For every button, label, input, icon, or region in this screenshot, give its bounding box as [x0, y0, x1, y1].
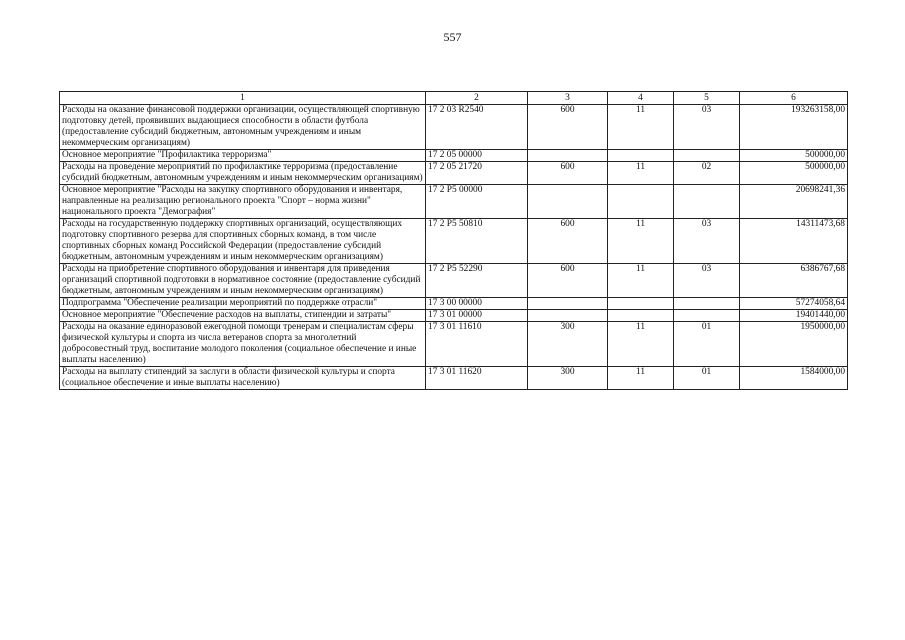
- row-vr: 600: [528, 219, 608, 264]
- row-pr: 02: [674, 162, 740, 185]
- row-rz: [608, 310, 674, 322]
- row-name: Расходы на оказание единоразовой ежегодной помощи тренерам и специалистам сферы физической культуры и спорта из числа ветеранов спорта за многолетний добросовестный труд, воспитание молодого поколения (социальное обеспечение и иные выплаты населению): [60, 322, 426, 367]
- row-code: 17 3 01 00000: [426, 310, 528, 322]
- row-rz: [608, 185, 674, 219]
- header-col-5: 5: [674, 92, 740, 105]
- table-row: [60, 185, 848, 219]
- row-rz: 11: [608, 264, 674, 298]
- row-amount: 1950000,00: [740, 322, 848, 367]
- table-row: [60, 105, 848, 150]
- table-row: [60, 219, 848, 264]
- table-row: [60, 367, 848, 390]
- row-pr: [674, 150, 740, 162]
- row-pr: [674, 310, 740, 322]
- row-name: Основное мероприятие "Обеспечение расходов на выплаты, стипендии и затраты": [60, 310, 426, 322]
- row-vr: 300: [528, 322, 608, 367]
- row-amount: 500000,00: [740, 162, 848, 185]
- row-vr: [528, 185, 608, 219]
- row-rz: 11: [608, 322, 674, 367]
- page-number: 557: [443, 30, 462, 44]
- row-amount: 14311473,68: [740, 219, 848, 264]
- row-amount: 193263158,00: [740, 105, 848, 150]
- row-vr: [528, 298, 608, 310]
- row-vr: 600: [528, 162, 608, 185]
- row-rz: 11: [608, 219, 674, 264]
- header-row: [60, 92, 848, 105]
- row-vr: 300: [528, 367, 608, 390]
- row-amount: 57274058,64: [740, 298, 848, 310]
- row-amount: 500000,00: [740, 150, 848, 162]
- row-name: Основное мероприятие "Профилактика терроризма": [60, 150, 426, 162]
- table-row: [60, 162, 848, 185]
- row-code: 17 2 P5 00000: [426, 185, 528, 219]
- row-code: 17 2 05 00000: [426, 150, 528, 162]
- row-amount: 1584000,00: [740, 367, 848, 390]
- row-pr: [674, 185, 740, 219]
- header-col-3: 3: [528, 92, 608, 105]
- row-name: Расходы на оказание финансовой поддержки организации, осуществляющей спортивную подготовку детей, проявивших выдающиеся способности в области футбола (предоставление субсидий бюджетным, автономным учреждениям и иным некоммерческим организациям): [60, 105, 426, 150]
- table-row: [60, 150, 848, 162]
- row-code: 17 3 01 11610: [426, 322, 528, 367]
- row-code: 17 2 03 R2540: [426, 105, 528, 150]
- row-amount: 6386767,68: [740, 264, 848, 298]
- row-name: Расходы на проведение мероприятий по профилактике терроризма (предоставление субсидий бюджетным, автономным учреждениям и иным некоммерческим организациям): [60, 162, 426, 185]
- row-rz: 11: [608, 162, 674, 185]
- row-code: 17 2 P5 50810: [426, 219, 528, 264]
- row-code: 17 2 P5 52290: [426, 264, 528, 298]
- table-row: [60, 322, 848, 367]
- budget-table: [59, 91, 848, 390]
- row-vr: [528, 310, 608, 322]
- row-vr: [528, 150, 608, 162]
- header-col-6: 6: [740, 92, 848, 105]
- row-pr: 03: [674, 264, 740, 298]
- row-name: Расходы на выплату стипендий за заслуги в области физической культуры и спорта (социальное обеспечение и иные выплаты населению): [60, 367, 426, 390]
- row-code: 17 2 05 21720: [426, 162, 528, 185]
- row-name: Основное мероприятие "Расходы на закупку спортивного оборудования и инвентаря, направленные на реализацию регионального проекта "Спорт – норма жизни" национального проекта "Демография": [60, 185, 426, 219]
- row-vr: 600: [528, 264, 608, 298]
- row-code: 17 3 01 11620: [426, 367, 528, 390]
- row-pr: 03: [674, 219, 740, 264]
- header-col-1: 1: [60, 92, 426, 105]
- row-name: Подпрограмма "Обеспечение реализации мероприятий по поддержке отрасли": [60, 298, 426, 310]
- row-vr: 600: [528, 105, 608, 150]
- row-rz: [608, 298, 674, 310]
- table-row: [60, 298, 848, 310]
- row-rz: 11: [608, 367, 674, 390]
- row-pr: 01: [674, 367, 740, 390]
- row-name: Расходы на государственную поддержку спортивных организаций, осуществляющих подготовку спортивного резерва для спортивных сборных команд, в том числе спортивных сборных команд Российской Федерации (предоставление субсидий бюджетным, автономным учреждениям и иным некоммерческим организациям): [60, 219, 426, 264]
- row-code: 17 3 00 00000: [426, 298, 528, 310]
- row-pr: 03: [674, 105, 740, 150]
- row-rz: 11: [608, 105, 674, 150]
- row-amount: 19401440,00: [740, 310, 848, 322]
- table-row: [60, 310, 848, 322]
- row-pr: [674, 298, 740, 310]
- row-name: Расходы на приобретение спортивного оборудования и инвентаря для приведения организаций спортивной подготовки в нормативное состояние (предоставление субсидий бюджетным, автономным учреждениям и иным некоммерческим организациям): [60, 264, 426, 298]
- row-amount: 20698241,36: [740, 185, 848, 219]
- header-col-4: 4: [608, 92, 674, 105]
- table-row: [60, 264, 848, 298]
- row-rz: [608, 150, 674, 162]
- header-col-2: 2: [426, 92, 528, 105]
- row-pr: 01: [674, 322, 740, 367]
